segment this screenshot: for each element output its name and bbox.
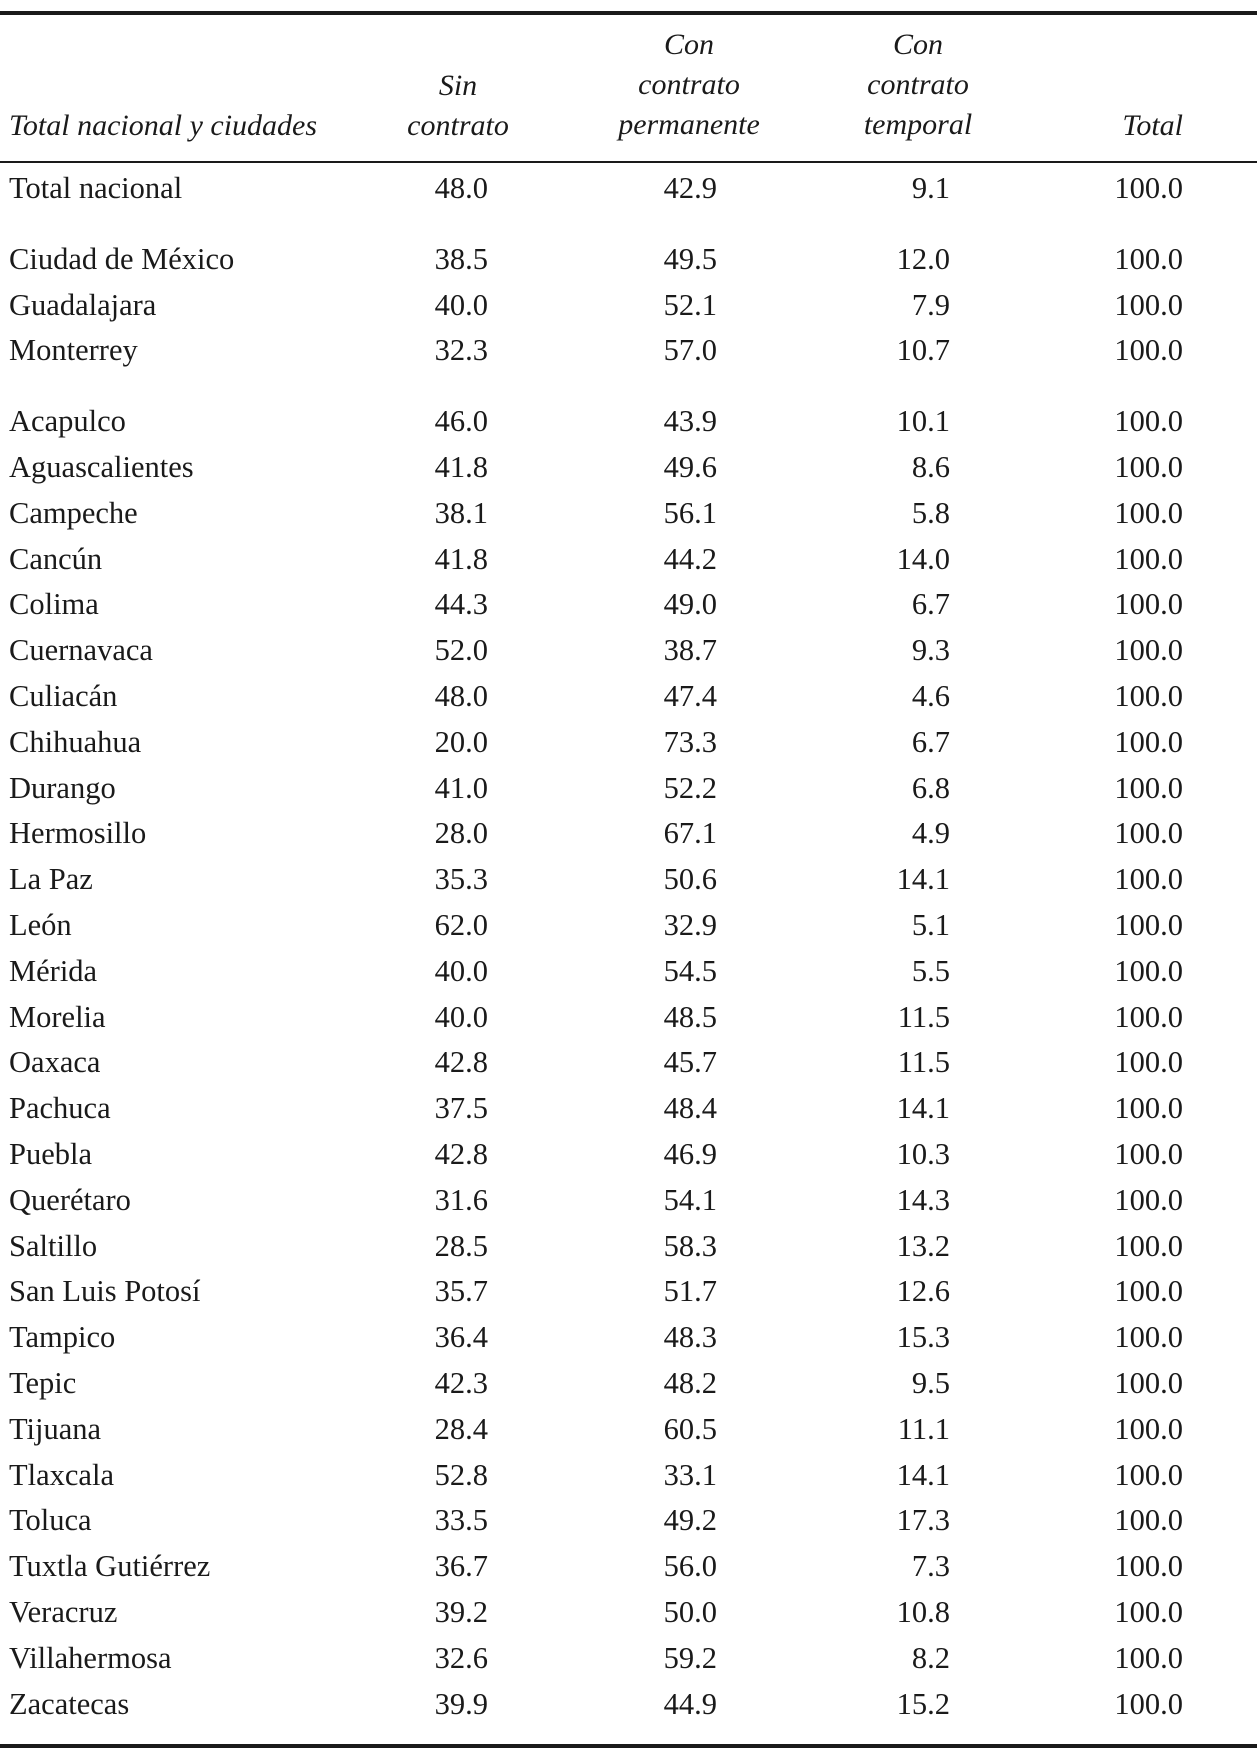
header-total (1122, 106, 1183, 146)
cell-total: 100.0 (1114, 953, 1183, 988)
cell-con-contrato-temporal: 10.7 (896, 333, 950, 368)
cell-sin-contrato: 41.0 (434, 770, 488, 805)
cell-region-name: Veracruz (9, 1595, 118, 1629)
cell-con-contrato-temporal: 4.9 (911, 816, 950, 851)
cell-con-contrato-temporal: 13.2 (896, 1228, 950, 1263)
cell-con-contrato-temporal: 14.3 (896, 1182, 950, 1217)
cell-total: 100.0 (1114, 404, 1183, 439)
cell-total: 100.0 (1114, 171, 1183, 205)
table-row (0, 1497, 1257, 1543)
cell-total: 100.0 (1114, 999, 1183, 1034)
cell-region-name: Saltillo (9, 1228, 98, 1263)
cell-sin-contrato: 40.0 (434, 287, 488, 322)
cell-total: 100.0 (1114, 1320, 1183, 1355)
cell-total: 100.0 (1114, 1503, 1183, 1538)
cell-total: 100.0 (1114, 1686, 1183, 1721)
cell-con-contrato-temporal: 6.8 (911, 770, 950, 805)
cell-total: 100.0 (1114, 1549, 1183, 1584)
cell-con-contrato-temporal: 8.6 (911, 450, 950, 484)
cell-region-name: Culiacán (9, 679, 118, 713)
cell-con-contrato-temporal: 5.8 (911, 495, 950, 530)
cell-region-name: Acapulco (9, 404, 126, 439)
cell-sin-contrato: 62.0 (434, 908, 488, 942)
cell-total: 100.0 (1114, 587, 1183, 622)
table-row (0, 1131, 1257, 1177)
cell-total: 100.0 (1114, 495, 1183, 530)
cell-region-name: Ciudad de México (9, 241, 235, 276)
table-row (0, 1543, 1257, 1589)
cell-region-name: Tampico (9, 1320, 116, 1355)
cell-total: 100.0 (1114, 633, 1183, 668)
cell-con-contrato-permanente: 45.7 (663, 1045, 717, 1080)
cell-sin-contrato: 52.8 (434, 1457, 488, 1492)
cell-con-contrato-permanente: 33.1 (663, 1457, 717, 1492)
cell-region-name: León (9, 908, 72, 942)
cell-region-name: Toluca (9, 1503, 92, 1538)
cell-total: 100.0 (1114, 1411, 1183, 1446)
cell-con-contrato-permanente: 48.2 (663, 1366, 717, 1400)
cell-con-contrato-permanente: 52.1 (663, 287, 717, 322)
table-row (0, 236, 1257, 282)
cell-con-contrato-temporal: 12.6 (896, 1274, 950, 1309)
cell-region-name: Morelia (9, 999, 106, 1034)
cell-total: 100.0 (1114, 816, 1183, 851)
cell-total: 100.0 (1114, 908, 1183, 942)
cell-con-contrato-permanente: 59.2 (663, 1640, 717, 1675)
cell-sin-contrato: 35.3 (434, 862, 488, 897)
cell-region-name: Colima (9, 587, 99, 622)
cell-con-contrato-temporal: 15.3 (896, 1320, 950, 1355)
cell-con-contrato-temporal: 5.5 (911, 953, 950, 988)
cell-con-contrato-permanente: 54.5 (663, 953, 717, 988)
cell-con-contrato-permanente: 38.7 (663, 633, 717, 668)
cell-con-contrato-temporal: 10.1 (896, 404, 950, 439)
cell-total: 100.0 (1114, 1228, 1183, 1263)
cell-con-contrato-permanente: 48.3 (663, 1320, 717, 1355)
header-temporal-line: contrato (867, 68, 969, 101)
cell-con-contrato-temporal: 7.3 (911, 1549, 950, 1584)
cell-con-contrato-permanente: 54.1 (663, 1182, 717, 1217)
cell-region-name: Pachuca (9, 1091, 111, 1126)
cell-con-contrato-temporal: 6.7 (911, 587, 950, 622)
cell-total: 100.0 (1114, 1137, 1183, 1171)
cell-sin-contrato: 40.0 (434, 953, 488, 988)
cell-sin-contrato: 39.9 (434, 1686, 488, 1721)
cell-sin-contrato: 42.8 (434, 1045, 488, 1080)
cell-total: 100.0 (1114, 1182, 1183, 1217)
table-row (0, 165, 1257, 211)
cell-total: 100.0 (1114, 450, 1183, 484)
table-row (0, 1406, 1257, 1452)
table-top-rule (0, 11, 1257, 15)
cell-con-contrato-permanente: 50.0 (663, 1595, 717, 1629)
cell-region-name: Cancún (9, 541, 103, 576)
cell-sin-contrato: 32.6 (434, 1640, 488, 1675)
cell-con-contrato-permanente: 58.3 (663, 1228, 717, 1263)
table-row (0, 1314, 1257, 1360)
header-permanente-line: Con (663, 28, 714, 61)
cell-con-contrato-temporal: 10.3 (896, 1137, 950, 1171)
cell-total: 100.0 (1114, 1457, 1183, 1492)
cell-total: 100.0 (1114, 862, 1183, 897)
cell-region-name: Tlaxcala (9, 1457, 114, 1492)
header-con-contrato-permanente (618, 25, 760, 145)
table-row (0, 282, 1257, 328)
cell-total: 100.0 (1114, 333, 1183, 368)
cell-sin-contrato: 42.8 (434, 1137, 488, 1171)
table-row (0, 765, 1257, 811)
cell-region-name: Mérida (9, 953, 98, 988)
table-row (0, 627, 1257, 673)
cell-sin-contrato: 40.0 (434, 999, 488, 1034)
cell-region-name: Chihuahua (9, 724, 142, 759)
cell-con-contrato-temporal: 12.0 (896, 241, 950, 276)
header-region (9, 106, 317, 146)
cell-con-contrato-temporal: 10.8 (896, 1595, 950, 1629)
cell-region-name: La Paz (9, 862, 93, 897)
cell-sin-contrato: 28.4 (434, 1411, 488, 1446)
cell-con-contrato-temporal: 6.7 (911, 724, 950, 759)
cell-sin-contrato: 36.7 (434, 1549, 488, 1584)
cell-total: 100.0 (1114, 1595, 1183, 1629)
cell-sin-contrato: 20.0 (434, 724, 488, 759)
table-row (0, 1223, 1257, 1269)
table-row (0, 1635, 1257, 1681)
table-row (0, 719, 1257, 765)
cell-con-contrato-permanente: 32.9 (663, 908, 717, 942)
cell-region-name: San Luis Potosí (9, 1274, 201, 1309)
cell-con-contrato-permanente: 50.6 (663, 862, 717, 897)
cell-con-contrato-permanente: 47.4 (663, 679, 717, 713)
cell-sin-contrato: 38.5 (434, 241, 488, 276)
cell-con-contrato-permanente: 49.6 (663, 450, 717, 484)
table-row (0, 1452, 1257, 1498)
table-row (0, 810, 1257, 856)
cell-total: 100.0 (1114, 1274, 1183, 1309)
cell-sin-contrato: 48.0 (434, 679, 488, 713)
table-row (0, 444, 1257, 490)
cell-sin-contrato: 37.5 (434, 1091, 488, 1126)
table-row (0, 1085, 1257, 1131)
cell-total: 100.0 (1114, 679, 1183, 713)
cell-con-contrato-permanente: 56.0 (663, 1549, 717, 1584)
cell-sin-contrato: 42.3 (434, 1366, 488, 1400)
table-row (0, 1177, 1257, 1223)
cell-total: 100.0 (1114, 1045, 1183, 1080)
cell-con-contrato-permanente: 57.0 (663, 333, 717, 368)
cell-region-name: Querétaro (9, 1182, 131, 1217)
table-row (0, 327, 1257, 373)
cell-con-contrato-temporal: 15.2 (896, 1686, 950, 1721)
header-sin-line: Sin (438, 69, 478, 102)
cell-total: 100.0 (1114, 724, 1183, 759)
cell-region-name: Villahermosa (9, 1640, 172, 1675)
cell-con-contrato-temporal: 9.3 (911, 633, 950, 668)
cell-sin-contrato: 44.3 (434, 587, 488, 622)
cell-con-contrato-temporal: 9.5 (911, 1366, 950, 1400)
cell-con-contrato-permanente: 48.5 (663, 999, 717, 1034)
header-temporal-line: temporal (863, 108, 973, 141)
header-con-contrato-temporal (864, 25, 972, 145)
table-row (0, 902, 1257, 948)
cell-con-contrato-permanente: 49.5 (663, 241, 717, 276)
cell-con-contrato-permanente: 44.2 (663, 541, 717, 576)
cell-con-contrato-temporal: 14.1 (896, 1457, 950, 1492)
cell-con-contrato-temporal: 4.6 (911, 679, 950, 713)
cell-sin-contrato: 32.3 (434, 333, 488, 368)
header-rule (0, 161, 1257, 163)
cell-con-contrato-temporal: 14.1 (896, 1091, 950, 1126)
cell-con-contrato-permanente: 51.7 (663, 1274, 717, 1309)
cell-total: 100.0 (1114, 287, 1183, 322)
cell-con-contrato-temporal: 14.0 (896, 541, 950, 576)
header-sin-contrato (407, 66, 509, 146)
cell-total: 100.0 (1114, 1640, 1183, 1675)
cell-con-contrato-temporal: 17.3 (896, 1503, 950, 1538)
cell-con-contrato-temporal: 14.1 (896, 862, 950, 897)
cell-con-contrato-permanente: 48.4 (663, 1091, 717, 1126)
cell-region-name: Oaxaca (9, 1045, 101, 1080)
cell-sin-contrato: 46.0 (434, 404, 488, 439)
table-row (0, 581, 1257, 627)
header-sin-line: contrato (407, 109, 509, 142)
cell-sin-contrato: 28.0 (434, 816, 488, 851)
cell-con-contrato-permanente: 49.0 (663, 587, 717, 622)
table-row (0, 1039, 1257, 1085)
header-permanente-line: contrato (638, 68, 740, 101)
cell-region-name: Hermosillo (9, 816, 147, 851)
cell-region-name: Tijuana (9, 1411, 102, 1446)
cell-con-contrato-permanente: 43.9 (663, 404, 717, 439)
cell-sin-contrato: 39.2 (434, 1595, 488, 1629)
table-row (0, 994, 1257, 1040)
cell-con-contrato-permanente: 73.3 (663, 724, 717, 759)
table-bottom-rule (0, 1744, 1257, 1748)
cell-region-name: Durango (9, 770, 116, 805)
cell-region-name: Total nacional (9, 171, 183, 205)
cell-con-contrato-permanente: 42.9 (663, 171, 717, 205)
cell-con-contrato-permanente: 52.2 (663, 770, 717, 805)
table-row (0, 856, 1257, 902)
cell-con-contrato-temporal: 8.2 (911, 1640, 950, 1675)
cell-sin-contrato: 38.1 (434, 495, 488, 530)
cell-region-name: Guadalajara (9, 287, 157, 322)
table-row (0, 1589, 1257, 1635)
cell-total: 100.0 (1114, 1091, 1183, 1126)
cell-sin-contrato: 33.5 (434, 1503, 488, 1538)
cell-region-name: Campeche (9, 495, 138, 530)
header-total-line: Total (1122, 109, 1183, 142)
table-row (0, 1360, 1257, 1406)
cell-con-contrato-permanente: 56.1 (663, 495, 717, 530)
table-row (0, 1681, 1257, 1727)
cell-sin-contrato: 48.0 (434, 171, 488, 205)
cell-region-name: Zacatecas (9, 1686, 130, 1721)
cell-region-name: Cuernavaca (9, 633, 153, 668)
header-region-line: Total nacional y ciudades (9, 109, 318, 142)
cell-sin-contrato: 35.7 (434, 1274, 488, 1309)
cell-region-name: Puebla (9, 1137, 93, 1171)
table-row (0, 673, 1257, 719)
table-row (0, 948, 1257, 994)
cell-region-name: Tuxtla Gutiérrez (9, 1549, 211, 1584)
cell-sin-contrato: 41.8 (434, 450, 488, 484)
cell-con-contrato-permanente: 49.2 (663, 1503, 717, 1538)
cell-region-name: Tepic (9, 1366, 77, 1400)
cell-con-contrato-temporal: 7.9 (911, 287, 950, 322)
cell-sin-contrato: 52.0 (434, 633, 488, 668)
table-row (0, 1268, 1257, 1314)
cell-con-contrato-temporal: 9.1 (911, 171, 950, 205)
header-temporal-line: Con (892, 28, 944, 61)
cell-sin-contrato: 36.4 (434, 1320, 488, 1355)
table-row (0, 490, 1257, 536)
cell-sin-contrato: 31.6 (434, 1182, 488, 1217)
header-permanente-line: permanente (618, 108, 760, 141)
cell-sin-contrato: 41.8 (434, 541, 488, 576)
cell-con-contrato-temporal: 11.5 (897, 1045, 950, 1080)
cell-region-name: Aguascalientes (9, 450, 194, 484)
cell-con-contrato-temporal: 11.1 (897, 1411, 950, 1446)
cell-total: 100.0 (1114, 541, 1183, 576)
cell-total: 100.0 (1114, 1366, 1183, 1400)
cell-con-contrato-temporal: 11.5 (897, 999, 950, 1034)
cell-con-contrato-permanente: 60.5 (663, 1411, 717, 1446)
cell-con-contrato-permanente: 46.9 (663, 1137, 717, 1171)
cell-sin-contrato: 28.5 (434, 1228, 488, 1263)
table-row (0, 398, 1257, 444)
cell-total: 100.0 (1114, 770, 1183, 805)
cell-total: 100.0 (1114, 241, 1183, 276)
cell-region-name: Monterrey (9, 333, 138, 368)
cell-con-contrato-permanente: 67.1 (663, 816, 717, 851)
cell-con-contrato-temporal: 5.1 (911, 908, 950, 942)
cell-con-contrato-permanente: 44.9 (663, 1686, 717, 1721)
table-row (0, 536, 1257, 582)
